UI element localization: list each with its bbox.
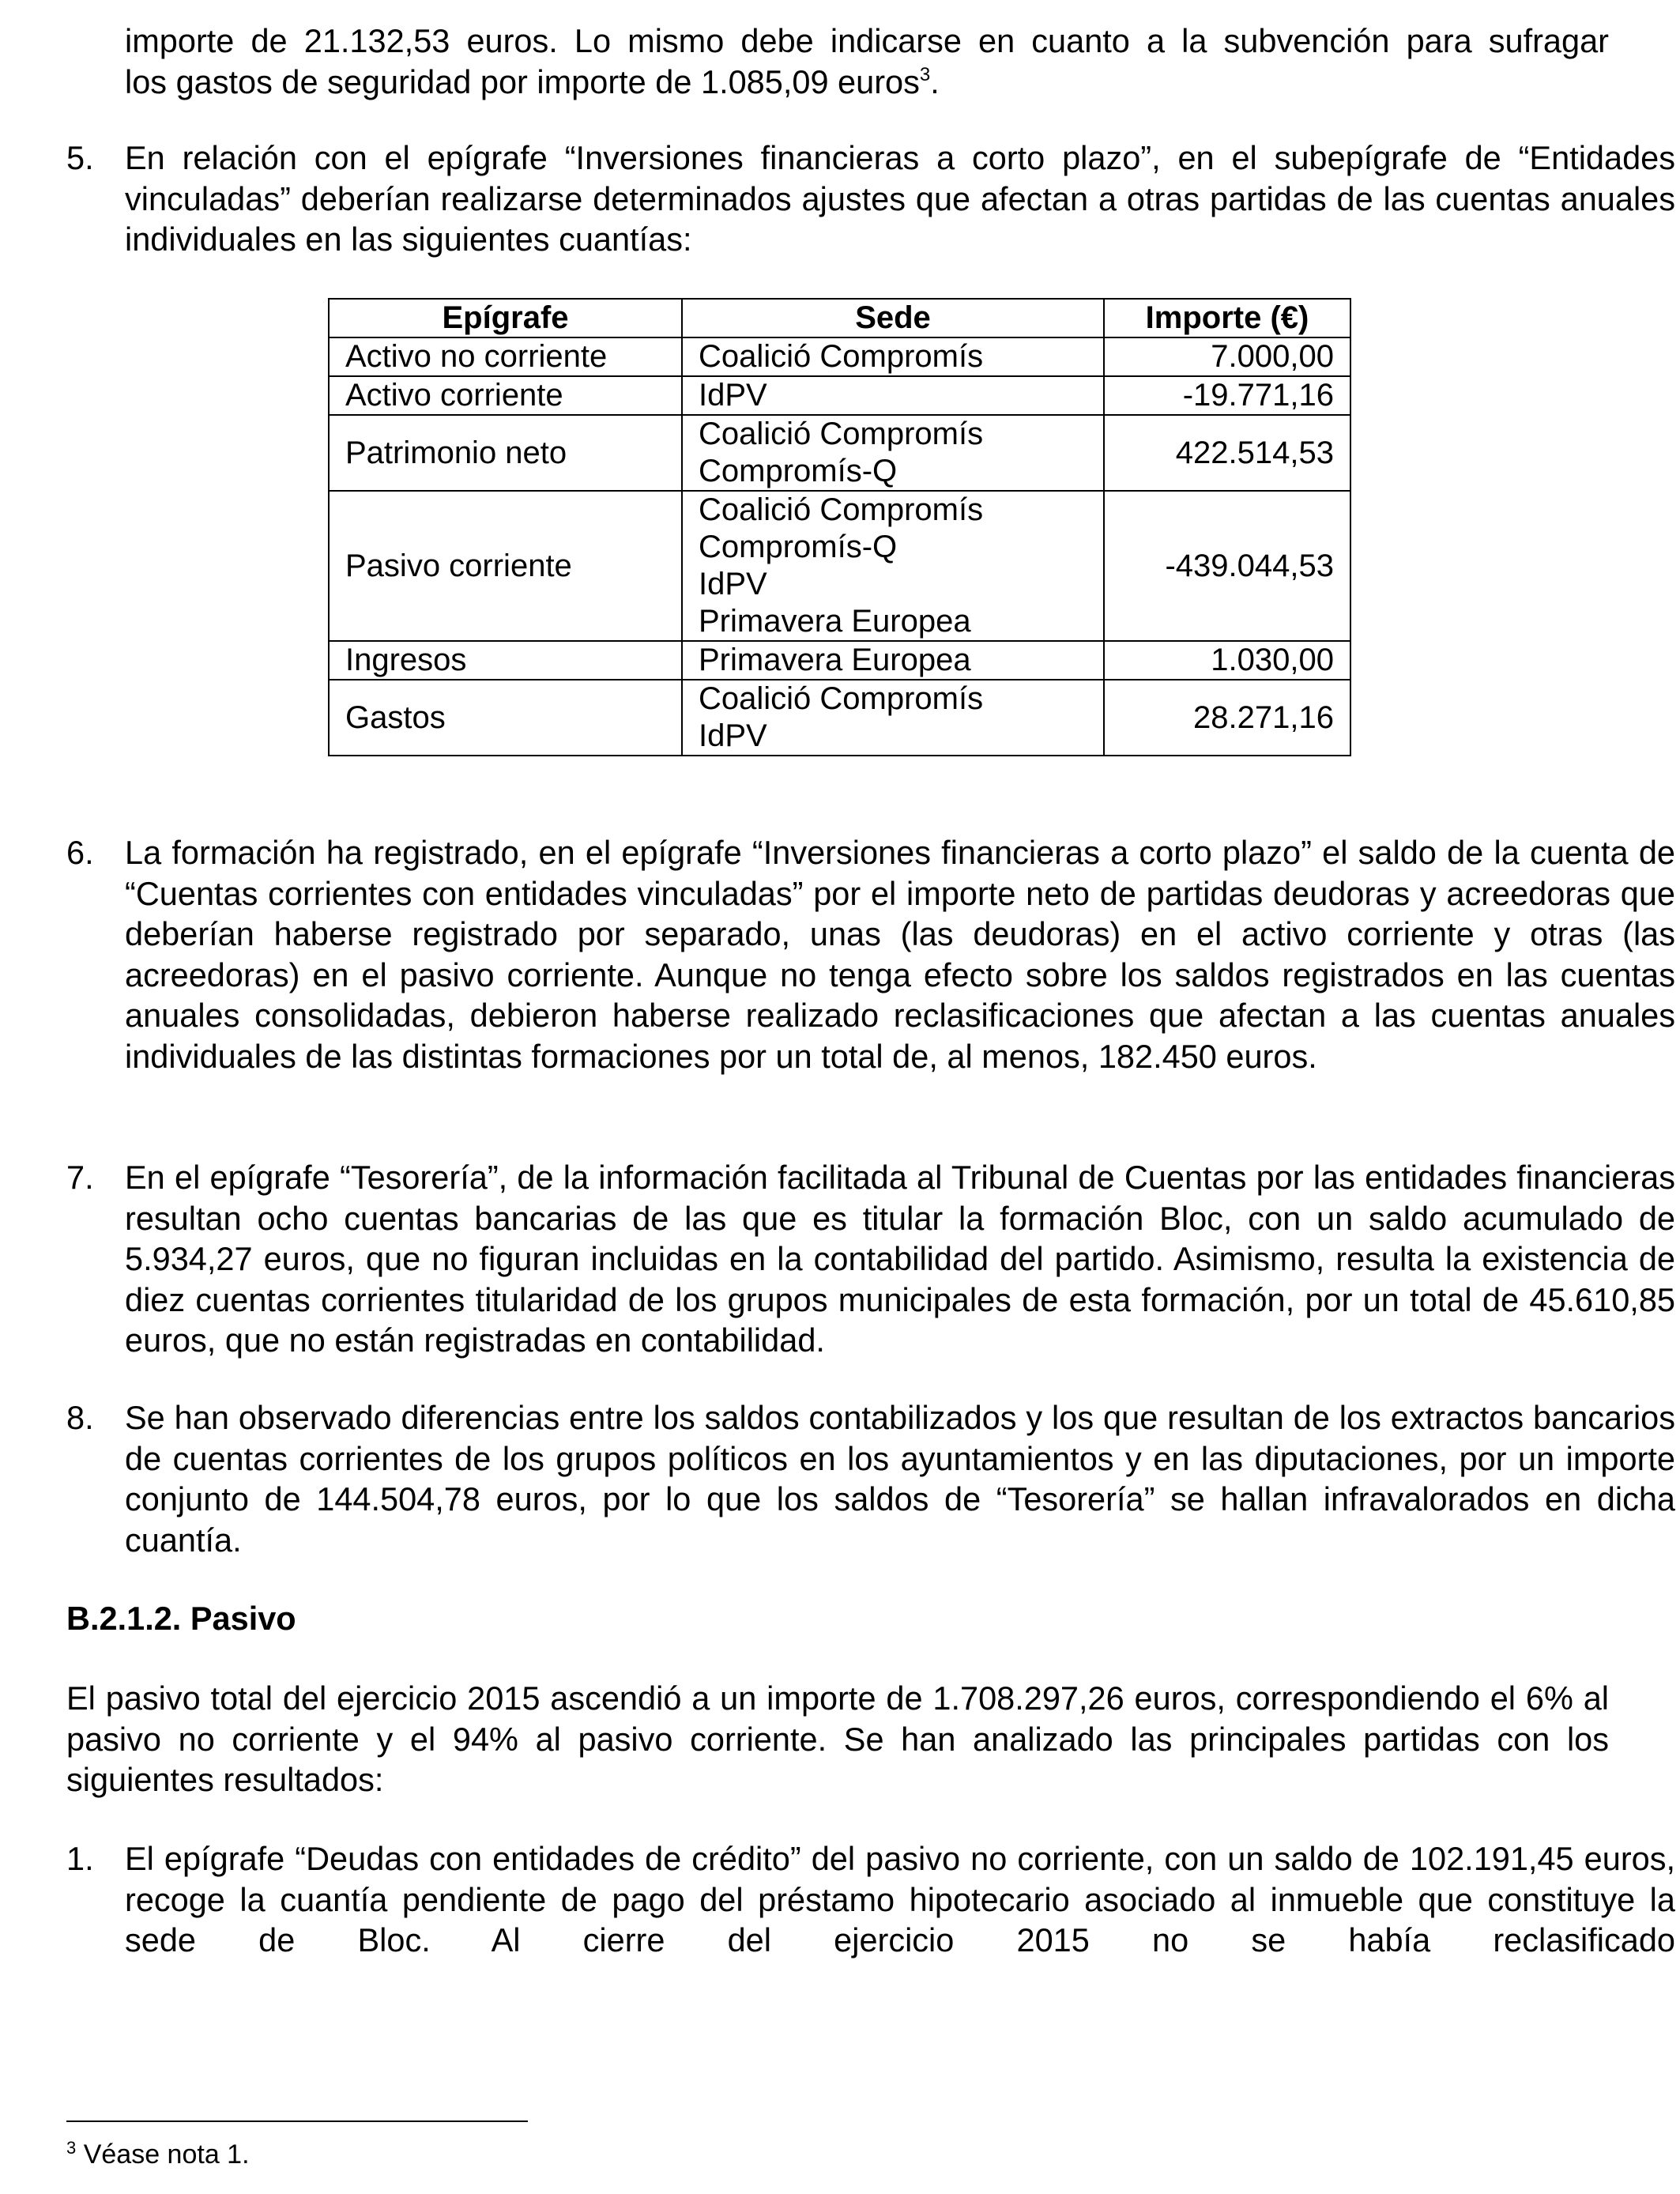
footnote-text: Véase nota 1. (76, 2139, 250, 2169)
column-header-epigrafe: Epígrafe (329, 299, 682, 337)
column-header-sede: Sede (682, 299, 1104, 337)
cell-sede: Coalició Compromís IdPV (682, 680, 1104, 756)
cell-epigrafe: Ingresos (329, 641, 682, 680)
list-item-text: La formación ha registrado, en el epígrafe “Inversiones financieras a corto plazo” el saldo de la cuenta de “Cuentas corrientes con entidades vinculadas” por el importe neto de partidas deudoras y acreedoras que deberían haberse registrado por separado, unas (las deudoras) en el activo corriente y otras (las acreedoras) en el pasivo corriente. Aunque no tenga efecto sobre los saldos registrados en las cuentas anuales consolidadas, debieron haberse realizado reclasificaciones que afectan a las cuentas anuales individuales de las distintas formaciones por un total de, al menos, 182.450 euros. (125, 834, 1675, 1075)
footnote-ref[interactable]: 3 (919, 63, 931, 85)
footnote-number: 3 (66, 2138, 77, 2158)
list-item-text: El epígrafe “Deudas con entidades de crédito” del pasivo no corriente, con un saldo de 102.191,45 euros, recoge la cuantía pendiente de pago del préstamo hipotecario asociado al inmueble que constituye la sede de Bloc. Al cierre del ejercicio 2015 no se había reclasificado (125, 1840, 1675, 1958)
list-item-text: En relación con el epígrafe “Inversiones financieras a corto plazo”, en el subepígrafe de “Entidades vinculadas” deberían realizarse determinados ajustes que afectan a otras partidas de las cuentas anuales individuales en las siguientes cuantías: (125, 139, 1675, 258)
cell-importe: 28.271,16 (1104, 680, 1350, 756)
cell-sede: Coalició Compromís Compromís-Q IdPV Primavera Europea (682, 491, 1104, 641)
cell-epigrafe: Gastos (329, 680, 682, 756)
list-item-text: Se han observado diferencias entre los saldos contabilizados y los que resultan de los extractos bancarios de cuentas corrientes de los grupos políticos en los ayuntamientos y en las diputaciones, por un importe conjunto de 144.504,78 euros, por lo que los saldos de “Tesorería” se hallan infravalorados en dicha cuantía. (125, 1399, 1675, 1559)
list-item-number: 5. (66, 139, 94, 176)
table-row (329, 376, 1350, 415)
cell-epigrafe: Activo no corriente (329, 337, 682, 376)
section-paragraph: El pasivo total del ejercicio 2015 ascendió a un importe de 1.708.297,26 euros, correspondiendo el 6% al pasivo no corriente y el 94% al pasivo corriente. Se han analizado las principales partidas con los siguientes resultados: (66, 1679, 1609, 1798)
footnote (66, 2139, 250, 2170)
intro-paragraph (125, 21, 1609, 102)
table-row (329, 337, 1350, 376)
cell-epigrafe: Pasivo corriente (329, 491, 682, 641)
cell-epigrafe: Patrimonio neto (329, 415, 682, 491)
column-header-importe: Importe (€) (1104, 299, 1350, 337)
list-item-number: 7. (66, 1159, 94, 1196)
cell-importe: -439.044,53 (1104, 491, 1350, 641)
cell-importe: 422.514,53 (1104, 415, 1350, 491)
intro-line-2: los gastos de seguridad por importe de 1.085,09 euros$^3$. (125, 62, 940, 100)
cell-sede: IdPV (682, 376, 1104, 415)
cell-importe: -19.771,16 (1104, 376, 1350, 415)
cell-sede: Coalició Compromís Compromís-Q (682, 415, 1104, 491)
footnote-divider (66, 2120, 528, 2122)
table-header-row (329, 299, 1350, 337)
cell-sede: Coalició Compromís (682, 337, 1104, 376)
list-item-number: 1. (66, 1840, 94, 1877)
section-heading: B.2.1.2. Pasivo (66, 1600, 296, 1637)
list-item-text: En el epígrafe “Tesorería”, de la información facilitada al Tribunal de Cuentas por las entidades financieras resultan ocho cuentas bancarias de las que es titular la formación Bloc, con un saldo acumulado de 5.934,27 euros, que no figuran incluidas en la contabilidad del partido. Asimismo, resulta la existencia de diez cuentas corrientes titularidad de los grupos municipales de esta formación, por un total de 45.610,85 euros, que no están registradas en contabilidad. (125, 1159, 1675, 1359)
cell-sede: Primavera Europea (682, 641, 1104, 680)
table-row (329, 491, 1350, 641)
intro-line-1: importe de 21.132,53 euros. Lo mismo debe indicarse en cuanto a la subvención para sufragar (125, 22, 1609, 59)
list-item-number: 6. (66, 834, 94, 871)
cell-importe: 7.000,00 (1104, 337, 1350, 376)
table-row (329, 415, 1350, 491)
table-row (329, 641, 1350, 680)
table-row (329, 680, 1350, 756)
list-item-number: 8. (66, 1399, 94, 1436)
cell-importe: 1.030,00 (1104, 641, 1350, 680)
adjustments-table (328, 298, 1351, 756)
cell-epigrafe: Activo corriente (329, 376, 682, 415)
